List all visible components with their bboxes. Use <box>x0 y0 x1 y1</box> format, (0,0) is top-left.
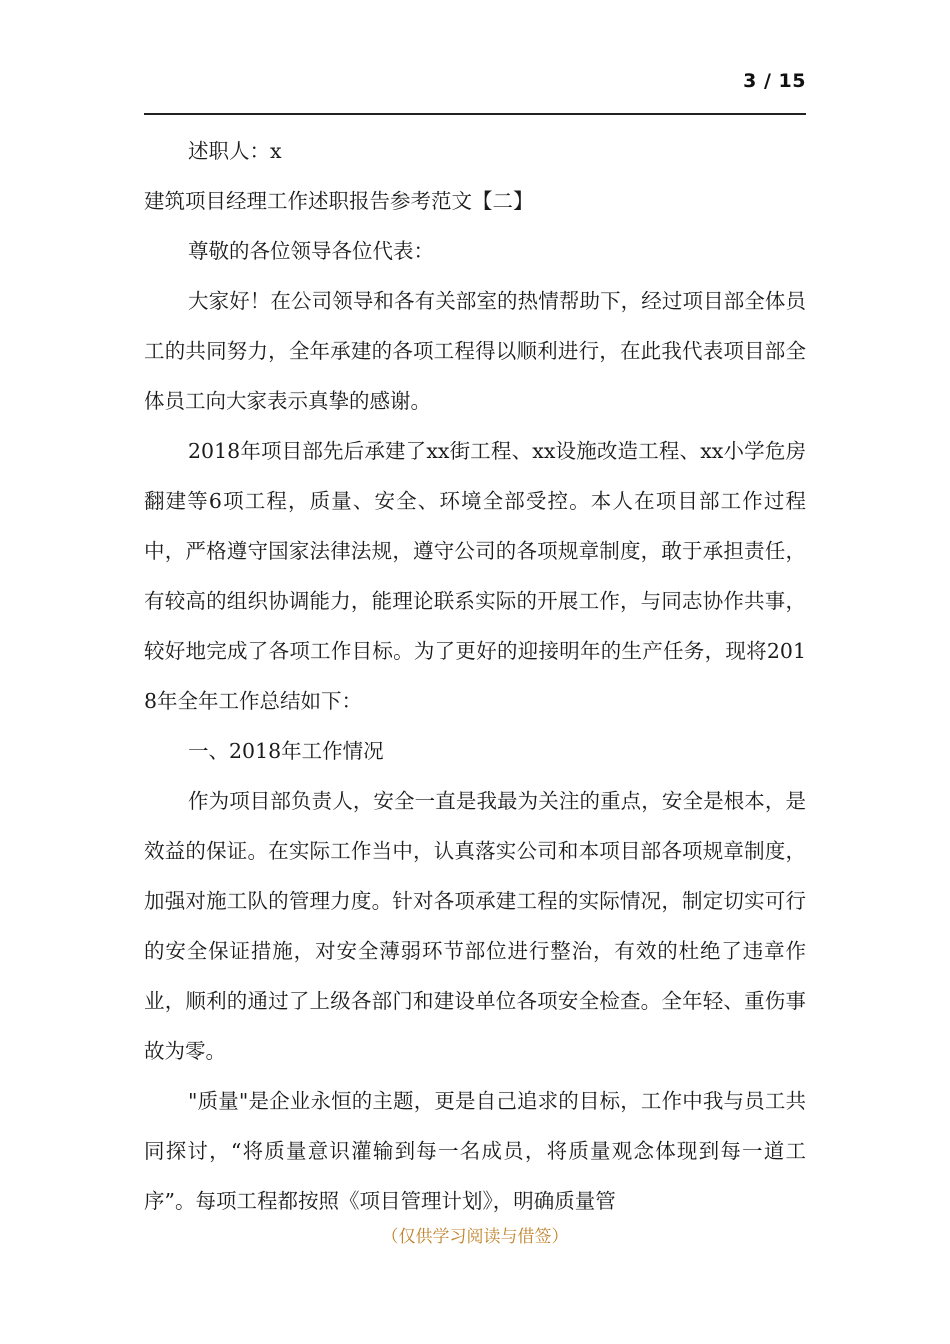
paragraph-safety: 作为项目部负责人，安全一直是我最为关注的重点，安全是根本，是效益的保证。在实际工作当中，认真落实公司和本项目部各项规章制度，加强对施工队的管理力度。针对各项承建工程的实际情况，制定切实可行的安全保证措施，对安全薄弱环节部位进行整治，有效的杜绝了违章作业，顺利的通过了上级各部门和建设单位各项安全检查。全年轻、重伤事故为零。 <box>144 789 806 1063</box>
header-rule <box>144 113 806 115</box>
page-number: 3 / 15 <box>743 70 806 92</box>
subheading-work-status: 一、2018年工作情况 <box>188 739 384 763</box>
salutation: 尊敬的各位领导各位代表： <box>188 239 434 263</box>
footer-note: （仅供学习阅读与借签） <box>381 1227 569 1247</box>
document-body <box>144 126 806 1226</box>
section-title: 建筑项目经理工作述职报告参考范文【二】 <box>144 189 534 213</box>
paragraph-overview: 2018年项目部先后承建了xx街工程、xx设施改造工程、xx小学危房翻建等6项工程，质量、安全、环境全部受控。本人在项目部工作过程中，严格遵守国家法律法规，遵守公司的各项规章制度，敢于承担责任，有较高的组织协调能力，能理论联系实际的开展工作，与同志协作共事，较好地完成了各项工作目标。为了更好的迎接明年的生产任务，现将2018年全年工作总结如下： <box>144 439 806 713</box>
signatory-line: 述职人：x <box>188 139 282 163</box>
paragraph-greeting: 大家好！在公司领导和各有关部室的热情帮助下，经过项目部全体员工的共同努力，全年承建的各项工程得以顺利进行，在此我代表项目部全体员工向大家表示真挚的感谢。 <box>144 289 806 413</box>
paragraph-quality: "质量"是企业永恒的主题，更是自己追求的目标，工作中我与员工共同探讨，“将质量意识灌输到每一名成员，将质量观念体现到每一道工序”。每项工程都按照《项目管理计划》，明确质量管 <box>144 1089 806 1213</box>
